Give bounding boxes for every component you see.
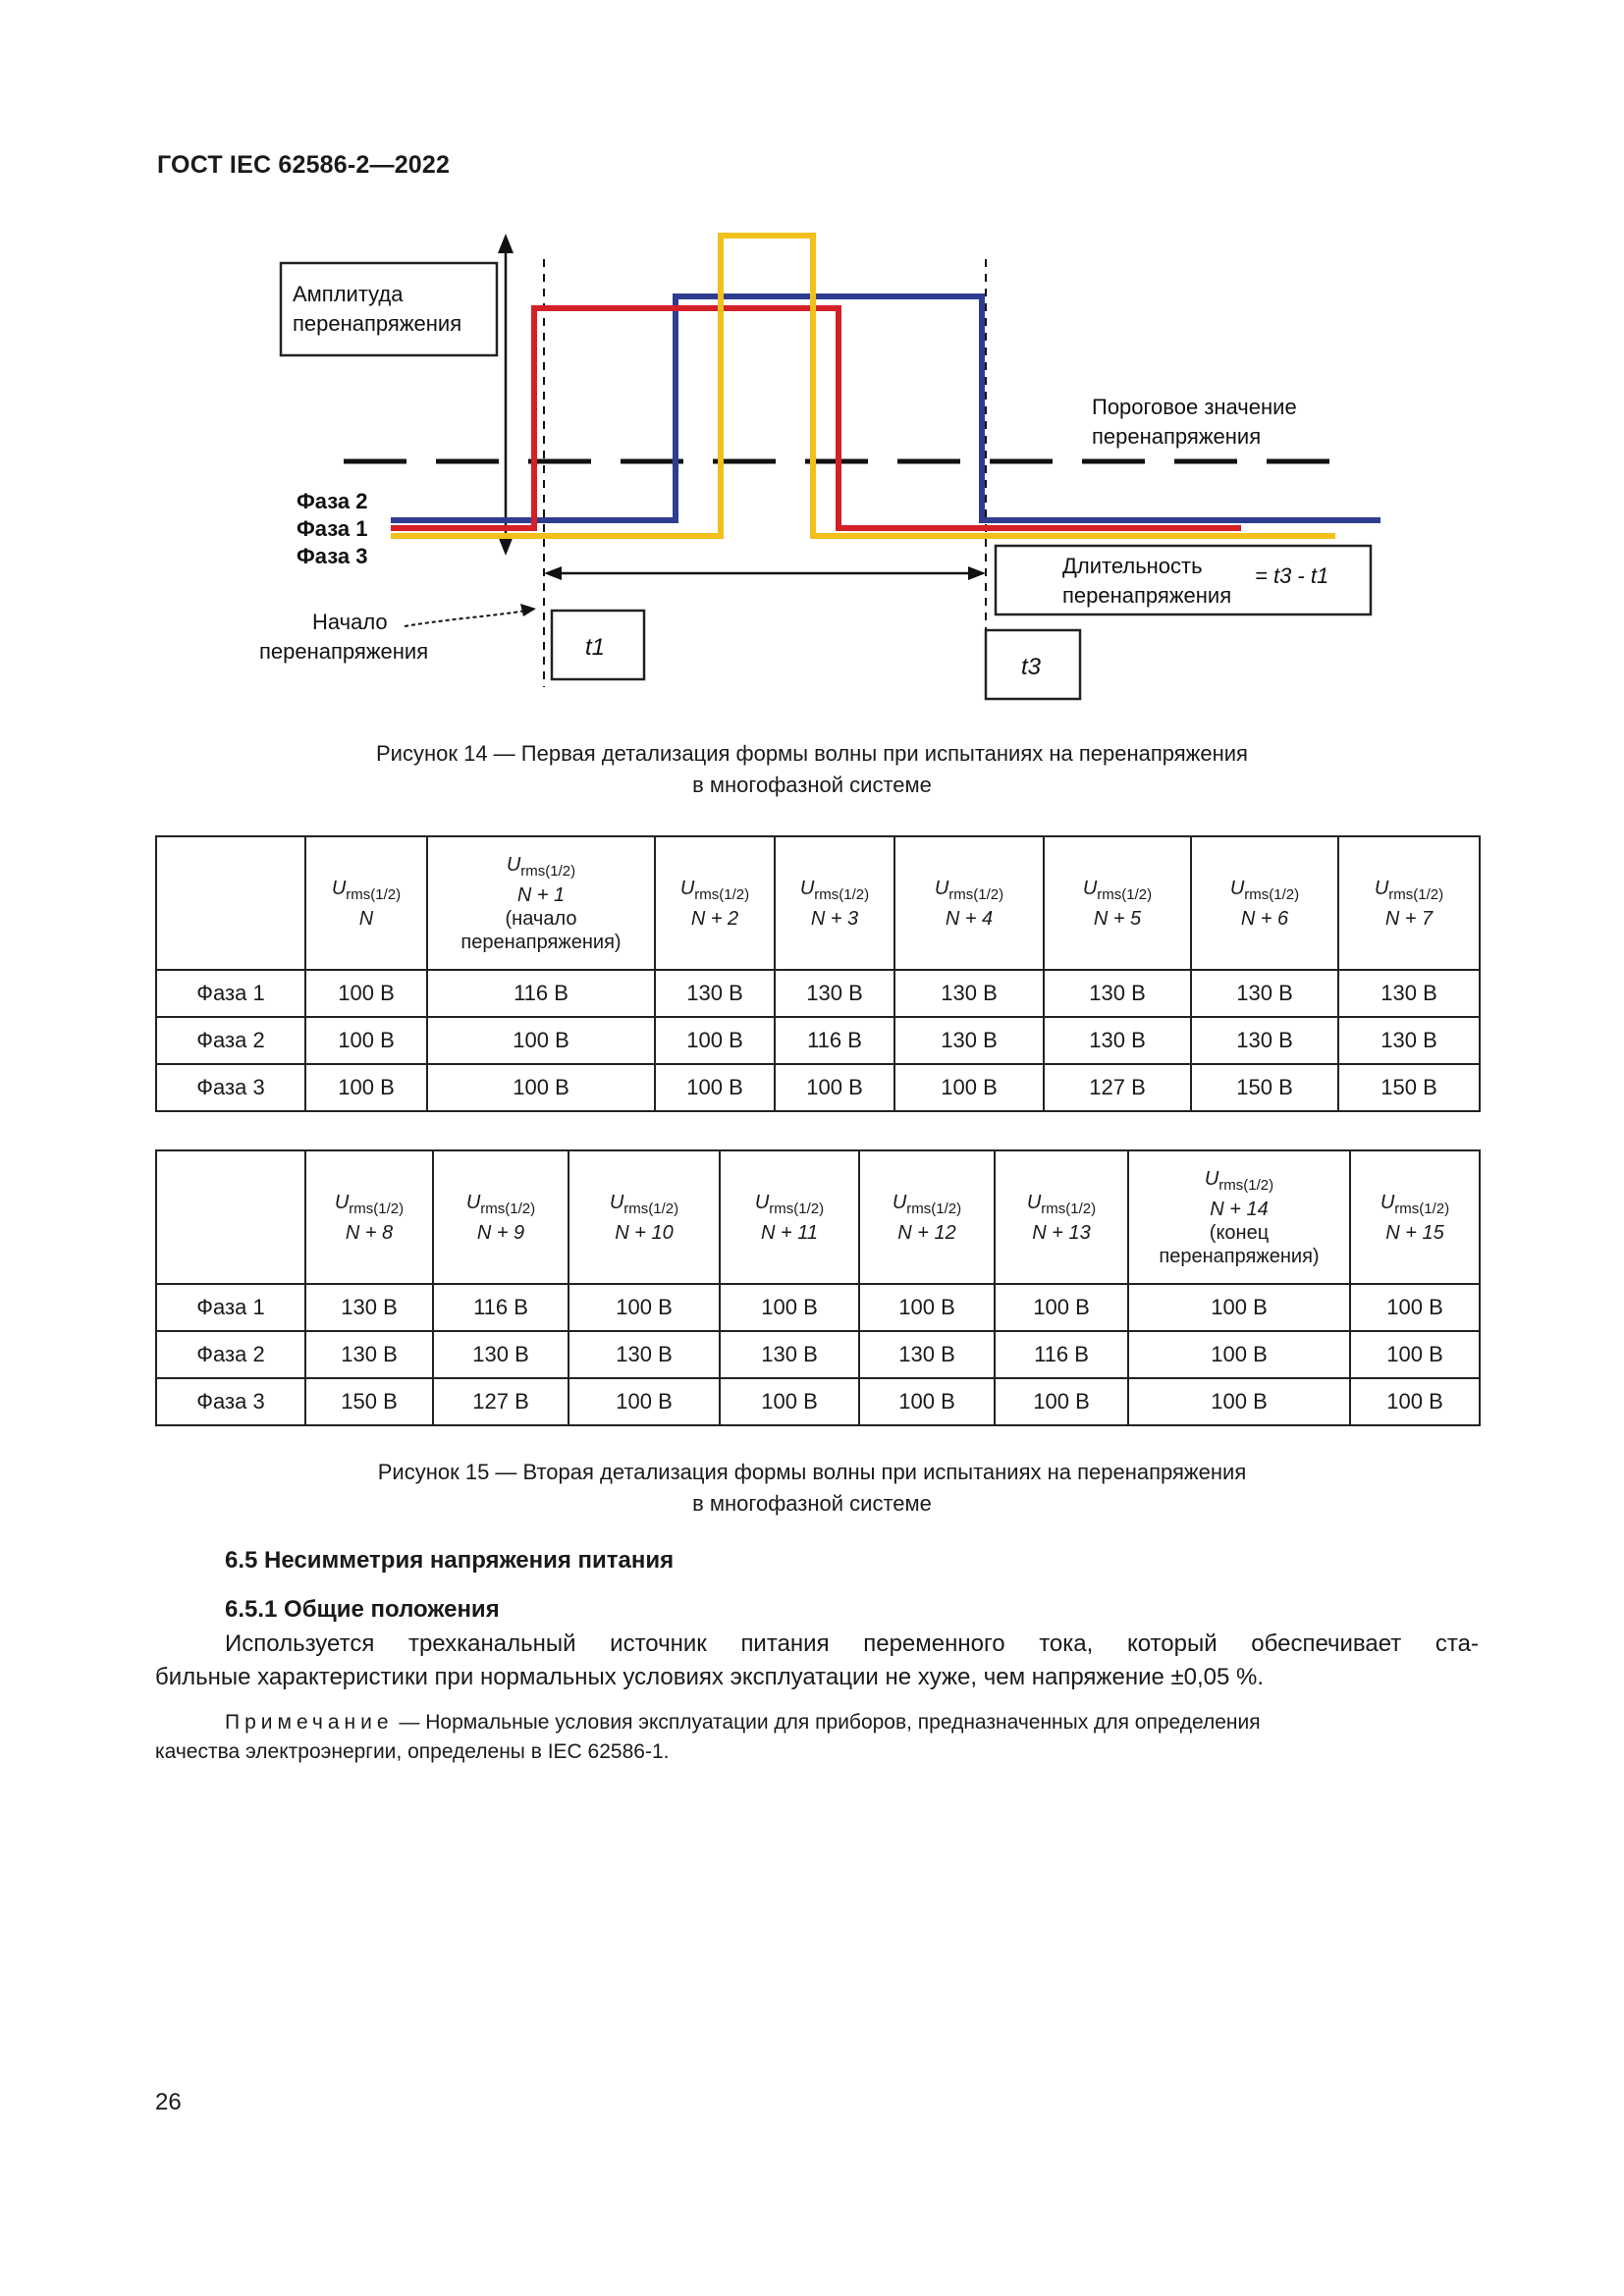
table-figure-15-values	[155, 1149, 1481, 1426]
voltage-cell: 100 В	[720, 1284, 859, 1331]
table1-header-cell	[775, 836, 894, 970]
table-row	[156, 1378, 1480, 1425]
urms-symbol	[895, 877, 1043, 907]
urms-symbol	[656, 877, 774, 907]
urms-letter: U	[1374, 877, 1389, 899]
urms-letter: U	[934, 877, 949, 899]
body-paragraph	[155, 1628, 1479, 1694]
urms-subscript: rms(1/2)	[948, 885, 1004, 903]
voltage-cell: 100 В	[1350, 1284, 1480, 1331]
urms-symbol	[860, 1191, 994, 1221]
table2-header-cell	[305, 1150, 433, 1284]
header-interval-label: N + 7	[1384, 907, 1434, 930]
voltage-cell: 130 В	[655, 970, 775, 1017]
table2-header-cell	[859, 1150, 995, 1284]
figure-15-caption	[0, 1457, 1624, 1520]
header-interval-label: N + 5	[1093, 907, 1142, 930]
urms-subscript: rms(1/2)	[814, 885, 870, 903]
table2-corner-cell	[156, 1150, 305, 1284]
table-figure-14-values	[155, 835, 1481, 1112]
urms-letter: U	[754, 1191, 770, 1213]
urms-letter: U	[892, 1191, 907, 1213]
duration-label-line2: перенапряжения	[1062, 583, 1232, 608]
header-note-line: перенапряжения)	[460, 931, 622, 953]
urms-symbol	[306, 1191, 432, 1221]
header-interval-label: N + 12	[897, 1221, 956, 1244]
duration-formula: = t3 - t1	[1255, 563, 1329, 588]
urms-subscript: rms(1/2)	[520, 862, 576, 880]
urms-letter: U	[1026, 1191, 1042, 1213]
row-phase-label: Фаза 1	[156, 970, 305, 1017]
voltage-cell: 100 В	[1350, 1378, 1480, 1425]
table1-header-cell	[894, 836, 1044, 970]
voltage-cell: 100 В	[720, 1378, 859, 1425]
header-interval-label: N + 8	[345, 1221, 394, 1244]
urms-subscript: rms(1/2)	[769, 1200, 825, 1217]
figure-14-caption-line1: Рисунок 14 — Первая детализация формы волны при испытаниях на перенапряжения	[376, 741, 1248, 766]
note-text: — Нормальные условия эксплуатации для приборов, предназначенных для определения	[393, 1711, 1261, 1734]
voltage-cell: 130 В	[859, 1331, 995, 1378]
table-row	[156, 1284, 1480, 1331]
subsection-heading: 6.5.1 Общие положения	[225, 1596, 500, 1623]
row-phase-label: Фаза 2	[156, 1017, 305, 1064]
header-note-line: перенапряжения)	[1159, 1245, 1320, 1267]
urms-subscript: rms(1/2)	[1244, 885, 1300, 903]
urms-symbol	[1351, 1191, 1479, 1221]
table1-header-row	[156, 836, 1480, 970]
figure-14-caption	[0, 738, 1624, 801]
urms-symbol	[1045, 877, 1190, 907]
urms-letter: U	[1204, 1167, 1219, 1190]
table2-header-cell	[995, 1150, 1128, 1284]
urms-letter: U	[1380, 1191, 1395, 1213]
table2-header-cell	[568, 1150, 720, 1284]
table2-header-cell	[433, 1150, 568, 1284]
voltage-cell: 100 В	[1128, 1331, 1350, 1378]
voltage-cell: 130 В	[1044, 970, 1191, 1017]
urms-letter: U	[465, 1191, 481, 1213]
voltage-cell: 100 В	[859, 1378, 995, 1425]
table2-header-row	[156, 1150, 1480, 1284]
figure-15-caption-line2: в многофазной системе	[692, 1491, 932, 1516]
voltage-cell: 116 В	[433, 1284, 568, 1331]
urms-subscript: rms(1/2)	[480, 1200, 536, 1217]
urms-subscript: rms(1/2)	[1394, 1200, 1450, 1217]
amplitude-box	[281, 263, 497, 355]
voltage-cell: 127 В	[433, 1378, 568, 1425]
voltage-cell: 130 В	[1338, 1017, 1480, 1064]
phase-label-3: Фаза 3	[297, 544, 368, 568]
urms-letter: U	[506, 853, 521, 876]
header-interval-label: N + 1	[516, 883, 566, 906]
urms-symbol	[1339, 877, 1479, 907]
voltage-cell: 130 В	[1191, 1017, 1338, 1064]
voltage-cell: 130 В	[433, 1331, 568, 1378]
urms-symbol	[1192, 877, 1337, 907]
urms-subscript: rms(1/2)	[1218, 1176, 1274, 1194]
header-interval-label: N + 13	[1032, 1221, 1091, 1244]
voltage-cell: 130 В	[894, 970, 1044, 1017]
row-phase-label: Фаза 2	[156, 1331, 305, 1378]
voltage-cell: 100 В	[305, 970, 427, 1017]
table1-header-cell	[1191, 836, 1338, 970]
header-interval-label: N + 3	[810, 907, 859, 930]
voltage-cell: 100 В	[775, 1064, 894, 1111]
voltage-cell: 130 В	[305, 1331, 433, 1378]
urms-subscript: rms(1/2)	[349, 1200, 405, 1217]
threshold-label-line1: Пороговое значение	[1092, 395, 1297, 419]
note-label: Примечание	[225, 1711, 394, 1734]
urms-letter: U	[331, 877, 347, 899]
amplitude-label-line2: перенапряжения	[293, 311, 462, 336]
document-header: ГОСТ IEC 62586-2—2022	[157, 151, 451, 179]
figure-14-waveform	[236, 218, 1394, 728]
table1-header-cell	[1338, 836, 1480, 970]
header-interval-label: N + 10	[615, 1221, 674, 1244]
voltage-cell: 150 В	[305, 1378, 433, 1425]
start-label-line1: Начало	[312, 610, 388, 634]
voltage-cell: 150 В	[1338, 1064, 1480, 1111]
voltage-cell: 100 В	[995, 1378, 1128, 1425]
figure-14-caption-line2: в многофазной системе	[692, 773, 932, 797]
table2-header-cell	[720, 1150, 859, 1284]
voltage-cell: 100 В	[427, 1064, 655, 1111]
voltage-cell: 130 В	[1338, 970, 1480, 1017]
table-row	[156, 970, 1480, 1017]
table1-corner-cell	[156, 836, 305, 970]
section-heading: 6.5 Несимметрия напряжения питания	[225, 1547, 675, 1574]
header-note-line: (конец	[1209, 1221, 1270, 1244]
voltage-cell: 130 В	[720, 1331, 859, 1378]
urms-symbol	[569, 1191, 719, 1221]
urms-letter: U	[1082, 877, 1098, 899]
urms-symbol	[434, 1191, 568, 1221]
urms-subscript: rms(1/2)	[906, 1200, 962, 1217]
note-line2: качества электроэнергии, определены в IEC 62586-1.	[155, 1740, 670, 1763]
urms-symbol	[721, 1191, 858, 1221]
urms-symbol	[306, 877, 426, 907]
header-interval-label: N + 11	[761, 1221, 818, 1244]
voltage-cell: 100 В	[568, 1378, 720, 1425]
voltage-cell: 100 В	[655, 1064, 775, 1111]
voltage-cell: 100 В	[1128, 1284, 1350, 1331]
urms-subscript: rms(1/2)	[694, 885, 750, 903]
urms-symbol	[428, 853, 654, 883]
paragraph-line2: бильные характеристики при нормальных условиях эксплуатации не хуже, чем напряжение ±0,05 %.	[155, 1664, 1265, 1690]
voltage-cell: 100 В	[1350, 1331, 1480, 1378]
urms-subscript: rms(1/2)	[1388, 885, 1444, 903]
header-interval-label: N + 4	[945, 907, 994, 930]
header-interval-label: N + 6	[1240, 907, 1289, 930]
voltage-cell: 130 В	[894, 1017, 1044, 1064]
figure-15-caption-line1: Рисунок 15 — Вторая детализация формы волны при испытаниях на перенапряжения	[377, 1460, 1247, 1484]
threshold-label-line2: перенапряжения	[1092, 424, 1262, 449]
header-note-line: (начало	[505, 907, 577, 930]
urms-subscript: rms(1/2)	[623, 1200, 679, 1217]
phase-label-2: Фаза 2	[297, 489, 368, 513]
table1-header-cell	[655, 836, 775, 970]
t1-label: t1	[585, 634, 606, 661]
urms-letter: U	[334, 1191, 350, 1213]
table2-header-cell	[1128, 1150, 1350, 1284]
table1-header-cell	[427, 836, 655, 970]
voltage-cell: 116 В	[995, 1331, 1128, 1378]
voltage-cell: 100 В	[568, 1284, 720, 1331]
voltage-cell: 100 В	[995, 1284, 1128, 1331]
start-pointer-arrow	[405, 611, 526, 626]
header-interval-label: N + 9	[476, 1221, 525, 1244]
paragraph-line1: Используется трехканальный источник питания переменного тока, который обеспечивает ста-	[225, 1630, 1479, 1657]
voltage-cell: 130 В	[305, 1284, 433, 1331]
urms-letter: U	[609, 1191, 624, 1213]
voltage-cell: 100 В	[655, 1017, 775, 1064]
t3-label: t3	[1021, 654, 1042, 680]
voltage-cell: 130 В	[1191, 970, 1338, 1017]
table1-header-cell	[1044, 836, 1191, 970]
voltage-cell: 127 В	[1044, 1064, 1191, 1111]
urms-subscript: rms(1/2)	[1041, 1200, 1097, 1217]
table-row	[156, 1064, 1480, 1111]
voltage-cell: 130 В	[568, 1331, 720, 1378]
table-row	[156, 1331, 1480, 1378]
header-interval-label: N + 15	[1385, 1221, 1444, 1244]
row-phase-label: Фаза 1	[156, 1284, 305, 1331]
amplitude-label-line1: Амплитуда	[293, 282, 404, 306]
urms-letter: U	[799, 877, 815, 899]
duration-label-line1: Длительность	[1062, 554, 1203, 578]
table2-header-cell	[1350, 1150, 1480, 1284]
row-phase-label: Фаза 3	[156, 1378, 305, 1425]
voltage-cell: 100 В	[305, 1064, 427, 1111]
row-phase-label: Фаза 3	[156, 1064, 305, 1111]
page-number: 26	[155, 2089, 182, 2115]
urms-letter: U	[679, 877, 695, 899]
table1-header-cell	[305, 836, 427, 970]
urms-letter: U	[1229, 877, 1245, 899]
header-interval-label: N	[358, 907, 374, 930]
note	[155, 1708, 1479, 1767]
urms-symbol	[996, 1191, 1127, 1221]
urms-symbol	[1129, 1167, 1349, 1198]
urms-subscript: rms(1/2)	[1097, 885, 1153, 903]
voltage-cell: 100 В	[427, 1017, 655, 1064]
voltage-cell: 150 В	[1191, 1064, 1338, 1111]
voltage-cell: 130 В	[775, 970, 894, 1017]
voltage-cell: 100 В	[1128, 1378, 1350, 1425]
header-interval-label: N + 14	[1210, 1198, 1269, 1220]
urms-symbol	[776, 877, 893, 907]
voltage-cell: 116 В	[775, 1017, 894, 1064]
voltage-cell: 100 В	[894, 1064, 1044, 1111]
voltage-cell: 130 В	[1044, 1017, 1191, 1064]
voltage-cell: 100 В	[305, 1017, 427, 1064]
phase-label-1: Фаза 1	[297, 516, 368, 541]
table-row	[156, 1017, 1480, 1064]
voltage-cell: 100 В	[859, 1284, 995, 1331]
header-interval-label: N + 2	[690, 907, 739, 930]
start-label-line2: перенапряжения	[259, 639, 429, 664]
urms-subscript: rms(1/2)	[346, 885, 402, 903]
voltage-cell: 116 В	[427, 970, 655, 1017]
